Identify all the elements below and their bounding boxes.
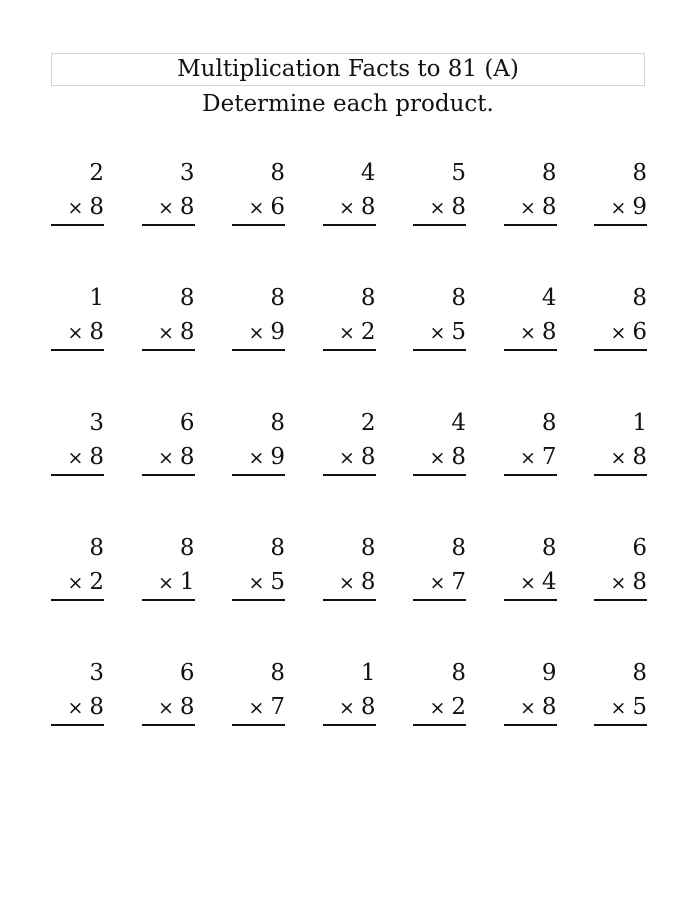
- multiplication-problem: [594, 656, 647, 781]
- multiplier-line: [51, 440, 104, 476]
- times-icon: ×: [519, 572, 536, 594]
- times-icon: ×: [338, 322, 355, 344]
- multiplier-line: [504, 565, 557, 601]
- multiplier-line: [323, 315, 376, 351]
- multiplicand: 1: [89, 285, 104, 311]
- multiplier: 8: [360, 569, 376, 595]
- times-icon: ×: [519, 197, 536, 219]
- multiplication-problem: [232, 406, 285, 531]
- multiplier-line: [51, 690, 104, 726]
- multiplication-problem: [51, 156, 104, 281]
- multiplication-problem: [323, 531, 376, 656]
- multiplication-problem: [232, 531, 285, 656]
- multiplier-line: [413, 315, 466, 351]
- times-icon: ×: [67, 447, 84, 469]
- multiplier-line: [51, 315, 104, 351]
- times-icon: ×: [248, 447, 265, 469]
- multiplicand: 3: [179, 160, 195, 186]
- times-icon: ×: [157, 197, 174, 219]
- multiplicand: 8: [541, 410, 557, 436]
- multiplier: 8: [632, 569, 647, 595]
- multiplier: 9: [270, 444, 285, 470]
- times-icon: ×: [429, 697, 446, 719]
- multiplier: 2: [451, 694, 466, 720]
- multiplicand: 8: [541, 160, 557, 186]
- times-icon: ×: [67, 697, 84, 719]
- multiplier-line: [323, 440, 376, 476]
- multiplicand: 8: [179, 285, 195, 311]
- multiplication-problem: [323, 406, 376, 531]
- times-icon: ×: [429, 572, 446, 594]
- multiplication-problem: [51, 406, 104, 531]
- multiplier: 6: [270, 194, 285, 220]
- worksheet-title-box: [51, 53, 645, 86]
- multiplier: 1: [179, 569, 195, 595]
- multiplicand: 3: [89, 660, 104, 686]
- multiplicand: 1: [632, 410, 647, 436]
- multiplier-line: [51, 565, 104, 601]
- multiplier: 8: [179, 319, 195, 345]
- multiplicand: 8: [89, 535, 104, 561]
- multiplier-line: [232, 190, 285, 226]
- multiplier: 5: [632, 694, 647, 720]
- multiplicand: 8: [360, 285, 376, 311]
- multiplier-line: [142, 315, 195, 351]
- multiplicand: 8: [451, 285, 466, 311]
- multiplier-line: [142, 440, 195, 476]
- times-icon: ×: [338, 197, 355, 219]
- times-icon: ×: [610, 697, 627, 719]
- multiplication-problem: [504, 281, 557, 406]
- multiplier-line: [323, 690, 376, 726]
- times-icon: ×: [338, 572, 355, 594]
- multiplier-line: [504, 315, 557, 351]
- times-icon: ×: [429, 322, 446, 344]
- times-icon: ×: [338, 697, 355, 719]
- multiplier: 8: [89, 444, 104, 470]
- multiplicand: 2: [360, 410, 376, 436]
- multiplier-line: [232, 315, 285, 351]
- multiplicand: 8: [270, 285, 285, 311]
- multiplicand: 8: [632, 660, 647, 686]
- multiplicand: 8: [270, 160, 285, 186]
- multiplication-problem: [594, 156, 647, 281]
- multiplication-problem: [51, 281, 104, 406]
- multiplicand: 8: [270, 410, 285, 436]
- multiplier: 8: [89, 319, 104, 345]
- multiplicand: 1: [360, 660, 376, 686]
- multiplier: 8: [541, 319, 557, 345]
- multiplier: 8: [179, 694, 195, 720]
- multiplicand: 6: [179, 660, 195, 686]
- worksheet-title: Multiplication Facts to 81 (A): [177, 56, 519, 82]
- multiplicand: 8: [632, 285, 647, 311]
- multiplication-problem: [142, 406, 195, 531]
- multiplier: 7: [541, 444, 557, 470]
- times-icon: ×: [157, 572, 174, 594]
- multiplier-line: [594, 565, 647, 601]
- multiplicand: 9: [541, 660, 557, 686]
- multiplier: 8: [89, 694, 104, 720]
- multiplier-line: [413, 440, 466, 476]
- multiplication-problem: [594, 281, 647, 406]
- multiplicand: 8: [632, 160, 647, 186]
- multiplier: 8: [541, 194, 557, 220]
- multiplication-problem: [323, 156, 376, 281]
- multiplier-line: [594, 190, 647, 226]
- multiplication-problem: [232, 656, 285, 781]
- times-icon: ×: [429, 447, 446, 469]
- multiplier-line: [504, 690, 557, 726]
- multiplication-problem: [413, 406, 466, 531]
- times-icon: ×: [248, 197, 265, 219]
- worksheet-instructions: Determine each product.: [202, 91, 494, 117]
- multiplication-problem: [232, 156, 285, 281]
- times-icon: ×: [248, 322, 265, 344]
- multiplication-problem: [413, 281, 466, 406]
- problem-row: [51, 156, 647, 281]
- multiplicand: 8: [270, 660, 285, 686]
- multiplicand: 8: [270, 535, 285, 561]
- multiplicand: 8: [451, 660, 466, 686]
- multiplicand: 4: [451, 410, 466, 436]
- multiplier: 8: [360, 444, 376, 470]
- multiplier: 2: [89, 569, 104, 595]
- problem-row: [51, 281, 647, 406]
- multiplier-line: [142, 690, 195, 726]
- problem-row: [51, 656, 647, 781]
- multiplication-problem: [594, 531, 647, 656]
- multiplication-problem: [413, 156, 466, 281]
- multiplication-problem: [504, 156, 557, 281]
- multiplier: 9: [632, 194, 647, 220]
- multiplier-line: [504, 190, 557, 226]
- times-icon: ×: [519, 447, 536, 469]
- multiplier: 8: [451, 444, 466, 470]
- times-icon: ×: [610, 197, 627, 219]
- times-icon: ×: [67, 572, 84, 594]
- multiplier-line: [413, 190, 466, 226]
- multiplicand: 8: [541, 535, 557, 561]
- multiplicand: 5: [451, 160, 466, 186]
- times-icon: ×: [519, 322, 536, 344]
- multiplier-line: [142, 190, 195, 226]
- multiplication-problem: [413, 531, 466, 656]
- multiplier: 8: [179, 444, 195, 470]
- multiplication-problem: [142, 281, 195, 406]
- multiplicand: 6: [179, 410, 195, 436]
- multiplier: 8: [360, 694, 376, 720]
- multiplication-problem: [323, 656, 376, 781]
- multiplier: 8: [179, 194, 195, 220]
- times-icon: ×: [248, 572, 265, 594]
- times-icon: ×: [429, 197, 446, 219]
- times-icon: ×: [519, 697, 536, 719]
- times-icon: ×: [248, 697, 265, 719]
- problem-row: [51, 531, 647, 656]
- multiplier-line: [323, 190, 376, 226]
- multiplication-problem: [594, 406, 647, 531]
- multiplier-line: [594, 690, 647, 726]
- multiplier: 7: [270, 694, 285, 720]
- multiplicand: 3: [89, 410, 104, 436]
- multiplier: 9: [270, 319, 285, 345]
- multiplier: 2: [360, 319, 376, 345]
- multiplication-problem: [142, 156, 195, 281]
- multiplier: 4: [541, 569, 557, 595]
- multiplier-line: [413, 565, 466, 601]
- multiplication-problem: [51, 531, 104, 656]
- multiplication-problem: [51, 656, 104, 781]
- multiplier-line: [232, 440, 285, 476]
- times-icon: ×: [67, 322, 84, 344]
- times-icon: ×: [67, 197, 84, 219]
- times-icon: ×: [610, 447, 627, 469]
- times-icon: ×: [338, 447, 355, 469]
- multiplication-problem: [413, 656, 466, 781]
- times-icon: ×: [610, 572, 627, 594]
- multiplier-line: [594, 315, 647, 351]
- multiplicand: 6: [632, 535, 647, 561]
- multiplication-problem: [504, 531, 557, 656]
- multiplicand: 8: [360, 535, 376, 561]
- multiplier-line: [51, 190, 104, 226]
- multiplicand: 4: [360, 160, 376, 186]
- multiplier-line: [232, 565, 285, 601]
- times-icon: ×: [157, 322, 174, 344]
- multiplicand: 2: [89, 160, 104, 186]
- problem-row: [51, 406, 647, 531]
- multiplication-problem: [142, 531, 195, 656]
- multiplicand: 8: [451, 535, 466, 561]
- times-icon: ×: [610, 322, 627, 344]
- multiplier: 8: [541, 694, 557, 720]
- multiplier-line: [142, 565, 195, 601]
- multiplier: 8: [632, 444, 647, 470]
- multiplication-problem: [142, 656, 195, 781]
- multiplication-problem: [323, 281, 376, 406]
- multiplier-line: [232, 690, 285, 726]
- multiplier-line: [413, 690, 466, 726]
- multiplicand: 8: [179, 535, 195, 561]
- multiplier: 8: [360, 194, 376, 220]
- multiplication-problem: [232, 281, 285, 406]
- multiplier: 5: [451, 319, 466, 345]
- multiplication-problem: [504, 406, 557, 531]
- multiplier-line: [594, 440, 647, 476]
- multiplier: 8: [451, 194, 466, 220]
- multiplier-line: [504, 440, 557, 476]
- times-icon: ×: [157, 697, 174, 719]
- multiplier: 5: [270, 569, 285, 595]
- multiplier-line: [323, 565, 376, 601]
- multiplier: 8: [89, 194, 104, 220]
- multiplier: 7: [451, 569, 466, 595]
- multiplication-problem: [504, 656, 557, 781]
- multiplicand: 4: [541, 285, 557, 311]
- multiplier: 6: [632, 319, 647, 345]
- problem-grid: [51, 156, 647, 781]
- times-icon: ×: [157, 447, 174, 469]
